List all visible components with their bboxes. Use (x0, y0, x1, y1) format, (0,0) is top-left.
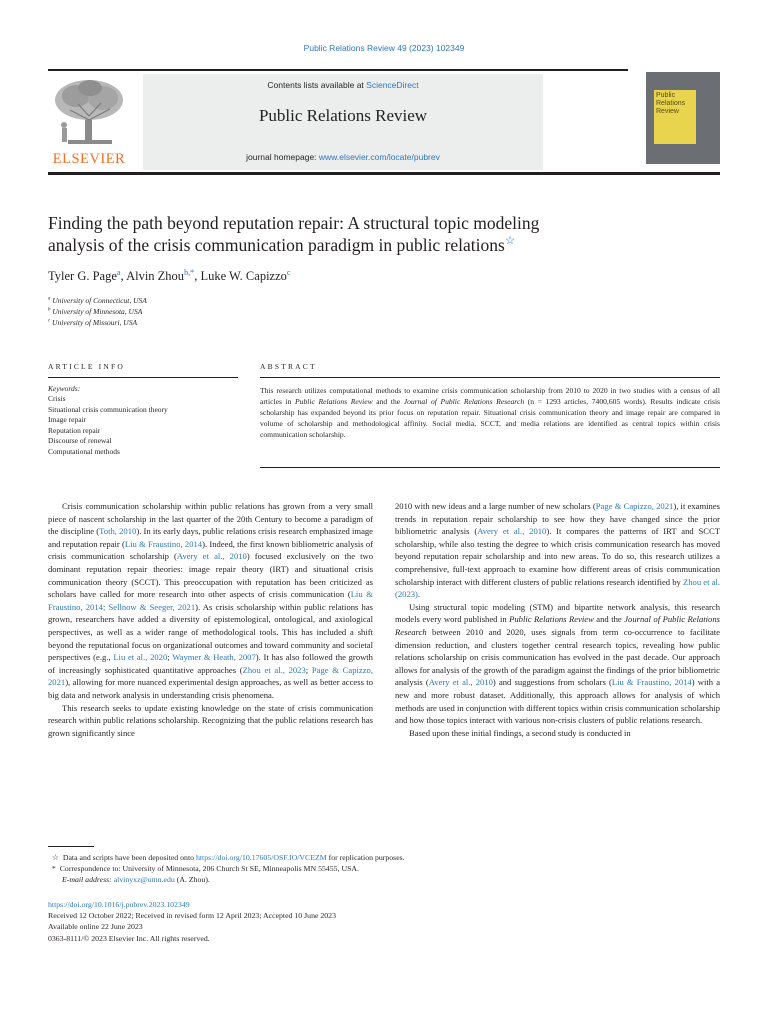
header-rule (48, 172, 720, 175)
body-paragraph: This research seeks to update existing knowledge on the state of crisis communication research within public relations scholarship. Recognizing that the public relations research has grown significantly since (48, 702, 373, 738)
footnote-correspondence: * Correspondence to: University of Minnesota, 206 Church St SE, Minneapolis MN 55455, USA. (51, 864, 360, 874)
abstract-rule (260, 377, 720, 378)
cover-line: Relations (656, 100, 686, 107)
journal-cover-thumbnail[interactable] (646, 72, 720, 164)
author-affiliation-mark[interactable]: c (286, 267, 291, 277)
title-footnote-star[interactable]: ☆ (504, 235, 516, 248)
citation-link[interactable]: Liu & Fraustino, 2014; Sellnow & Seeger, 2021 (48, 589, 373, 612)
keywords-label: Keywords: (48, 384, 81, 393)
sciencedirect-link[interactable]: ScienceDirect (366, 80, 419, 90)
citation-link[interactable]: Waymer & Heath, 2007 (172, 652, 256, 663)
journal-reference[interactable]: Public Relations Review 49 (2023) 102349 (303, 43, 465, 53)
body-column-left (48, 500, 373, 739)
affiliation (48, 307, 348, 316)
doi-link[interactable]: https://doi.org/10.1016/j.pubrev.2023.102349 (48, 900, 190, 909)
homepage-label: journal homepage: (246, 152, 319, 162)
citation-link[interactable]: Page & Capizzo, 2021 (48, 664, 373, 688)
citation-link[interactable]: Page & Capizzo, 2021 (595, 501, 674, 511)
citation-link[interactable]: Zhou et al., 2023 (242, 664, 306, 675)
footnote-email: E-mail address: alvinyxz@umn.edu (A. Zhou). (62, 875, 210, 885)
author-affiliation-mark[interactable]: a (116, 267, 121, 277)
citation-link[interactable]: Liu et al., 2020 (113, 652, 168, 663)
received-dates: Received 12 October 2022; Received in revised form 12 April 2023; Accepted 10 June 2023 (48, 911, 336, 921)
affiliation-mark: a (48, 296, 51, 302)
journal-title: Public Relations Review (258, 106, 428, 125)
citation-link[interactable]: Avery et al., 2010 (176, 551, 247, 562)
keyword-list (48, 394, 238, 457)
affiliation-text: University of Missouri, USA (52, 318, 138, 327)
keyword: Crisis (48, 394, 66, 403)
author-name: Alvin Zhou (126, 269, 185, 283)
affiliation (48, 318, 348, 327)
top-rule (48, 69, 628, 71)
cover-line: Review (656, 108, 679, 115)
osf-link[interactable]: https://doi.org/10.17605/OSF.IO/VCEZM (195, 853, 327, 862)
footnote-star: ☆ (51, 853, 59, 862)
keyword: Image repair (48, 415, 87, 424)
keyword: Reputation repair (48, 425, 101, 435)
cover-title (656, 92, 685, 116)
citation-link[interactable]: Liu & Fraustino, 2014 (611, 677, 692, 688)
citation-link[interactable]: Zhou et al. (2023) (395, 576, 720, 600)
abstract-journal-name: Journal of Public Relations Research (403, 397, 525, 406)
body-paragraph: 2010 with new ideas and a large number of new scholars (Page & Capizzo, 2021), it examines trends in reputation repair scholarship to see how they have changed since the prior bibliometric analysis (Avery et al., 2010). It compares the patterns of IRT and SCCT scholarship, while also testing the degree to which crisis communication research has moved beyond reputation repair scholarship and into new areas. To do so, this research utilizes a comprehensive, full-text approach to examine how different areas of crisis communication scholarship interact with different clusters of public relations research identified by Zhou et al. (2023). (395, 501, 720, 600)
body-paragraph: Based upon these initial findings, a second study is conducted in (409, 727, 631, 738)
article-title (48, 212, 668, 256)
email-link[interactable]: alvinyxz@umn.edu (113, 875, 175, 885)
title-line-2: analysis of the crisis communication paradigm in public relations (48, 235, 505, 255)
homepage-link[interactable]: www.elsevier.com/locate/pubrev (318, 152, 440, 162)
contents-prefix: Contents lists available at (267, 80, 367, 90)
footnote-rule (48, 846, 94, 847)
abstract-heading: ABSTRACT (260, 362, 317, 371)
footnote-data: ☆ Data and scripts have been deposited onto https://doi.org/10.17605/OSF.IO/VCEZM for replication purposes. (51, 853, 405, 862)
journal-homepage (143, 152, 543, 162)
affiliation-mark: c (48, 318, 51, 324)
author-list: Tyler G. Page$^a$, Alvin Zhou$^{b,*}$, Luke W. Capizzo$^c$ (48, 267, 291, 283)
abstract-bottom-rule (260, 467, 720, 468)
keyword: Situational crisis communication theory (48, 404, 168, 414)
publisher-wordmark: ELSEVIER (52, 151, 126, 167)
title-line-1: Finding the path beyond reputation repair: A structural topic modeling (48, 213, 540, 233)
abstract-body (260, 385, 720, 440)
affiliation (48, 296, 348, 305)
abstract-journal-name: Public Relations Review (295, 397, 373, 406)
citation-link[interactable]: Avery et al., 2010 (428, 677, 493, 688)
article-info-heading: ARTICLE INFO (48, 362, 125, 371)
author-name: Luke W. Capizzo (200, 269, 287, 283)
cover-line: Public (656, 92, 676, 99)
body-paragraph: Crisis communication scholarship within public relations has grown from a very small piece of nascent scholarship in the last quarter of the 20th Century to become a paradigm of the discipline (Toth, 2010). In its early days, public relations crisis research emphasized image and reputation repair (Liu & Fraustino, 2014). Indeed, the first known bibliometric analysis of crisis communication scholarship (Avery et al., 2010) focused exclusively on the two dominant reputation repair theories: image repair theory (IRT) and situational crisis communication theory (SCCT). This preoccupation with reputation has been criticized as scholars have called for more research into other aspects of crisis communication (Liu & Fraustino, 2014; Sellnow & Seeger, 2021). As crisis scholarship within public relations has grown, researchers have added a diversity of epistemological, ontological, and axiological perspectives, as well as a wider range of methodological tools. This has included a shift beyond the reputational focus on organizational outcomes and toward community and societal perspectives (e.g., Liu et al., 2020; Waymer & Heath, 2007). It has also followed the growth of increasingly sophisticated quantitative approaches (Zhou et al., 2023; Page & Capizzo, 2021), allowing for more nuanced experimental design approaches, as well as better access to big data and network analysis in understanding crisis phenomena. (48, 501, 374, 700)
affiliation-text: University of Connecticut, USA (52, 296, 147, 305)
bibliographic-info (48, 899, 720, 944)
citation-link[interactable]: Toth, 2010 (99, 526, 137, 537)
author-affiliation-mark[interactable]: b,* (184, 267, 195, 277)
copyright-line: 0363-8111/© 2023 Elsevier Inc. All rights reserved. (48, 933, 210, 943)
affiliation-mark: b (48, 307, 51, 313)
affiliation-text: University of Minnesota, USA (52, 307, 143, 316)
footnotes (48, 852, 720, 886)
keyword: Discourse of renewal (48, 436, 112, 445)
citation-link[interactable]: Avery et al., 2010 (477, 526, 547, 537)
abstract-text: (n = 1293 articles, 7400,605 words). Results indicate crisis scholarship has expanded beyond its prior focus on reputation repair. Situational crisis communication theory and image repair are compared in volume of scholarship and methodological affinity. Social media, SCCT, and media relations are identified as central topics within crisis communication scholarship. (260, 397, 721, 439)
abstract-text: and the (372, 397, 404, 406)
abstract-text: This research utilizes computational methods to examine crisis communication scholarship from 2010 to 2020 in two studies with a census of all articles in (260, 386, 720, 406)
body-paragraph: Using structural topic modeling (STM) and bipartite network analysis, this research models every word published in Public Relations Review and the Journal of Public Relations Research between 2010 and 2020, uses signals from term co-occurrence to facilitate dimension reduction, and clusters together central research topics, revealing how public relations scholarship on crisis communication has evolved in the past decade. Our approach allows for analysis of the growth of the paradigm against the findings of the prior bibliometric analysis (Avery et al., 2010) and suggestions from scholars (Liu & Fraustino, 2014) with a new and more robust dataset. Additionally, this approach allows for analysis of which methods are used in conjunction with different topics within crisis communication scholarship and how those topics interact with various non-crisis clusters of public relations research. (395, 601, 721, 726)
article-info-rule (48, 377, 238, 378)
footnote-asterisk: * (51, 864, 56, 874)
keyword: Computational methods (48, 446, 120, 456)
author-name: Tyler G. Page (48, 269, 117, 283)
online-date: Available online 22 June 2023 (48, 922, 143, 932)
contents-line (143, 80, 543, 90)
tree-icon (48, 76, 130, 148)
citation-link[interactable]: Liu & Fraustino, 2014 (124, 538, 203, 549)
body-column-right (395, 500, 720, 739)
